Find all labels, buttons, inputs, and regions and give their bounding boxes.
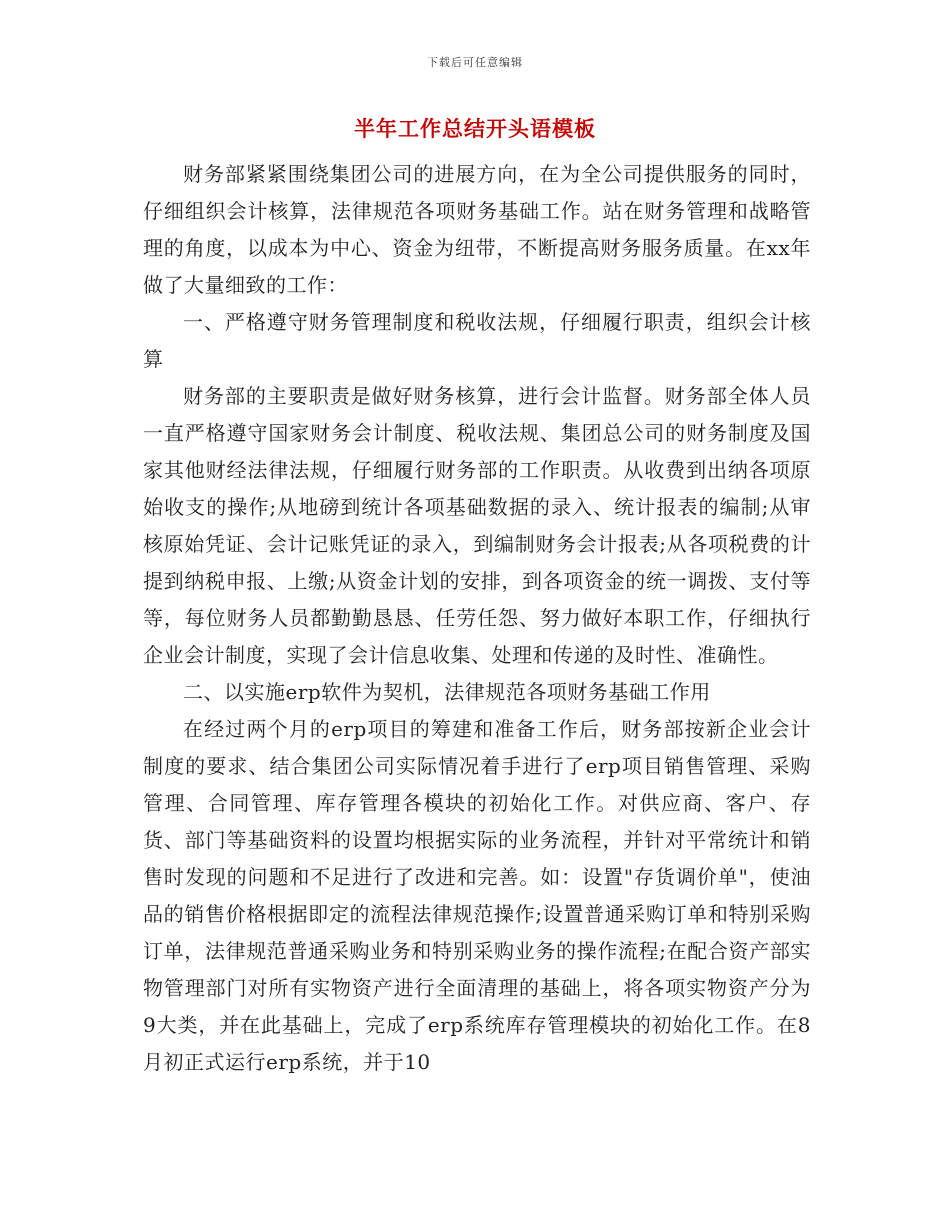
document-title: 半年工作总结开头语模板 — [354, 116, 596, 141]
section-heading-1: 一、严格遵守财务管理制度和税收法规，仔细履行职责，组织会计核算 — [143, 310, 811, 371]
paragraph-section-2: 在经过两个月的erp项目的筹建和准备工作后，财务部按新企业会计制度的要求、结合集团公司实际情况着手进行了erp项目销售管理、采购管理、合同管理、库存管理各模块的初始化工作。对供应商、客户、存货、部门等基础资料的设置均根据实际的业务流程，并针对平常统计和销售时发现的问题和不足进行了改进和完善。如：设置"存货调价单"，使油品的销售价格根据即定的流程法律规范操作;设置普通采购订单和特别采购订单，法律规范普通采购业务和特别采购业务的操作流程;在配合资产部实物管理部门对所有实物资产进行全面清理的基础上，将各项实物资产分为9大类，并在此基础上，完成了erp系统库存管理模块的初始化工作。在8月初正式运行erp系统，并于10 — [143, 717, 811, 1074]
paragraph-section-1: 财务部的主要职责是做好财务核算，进行会计监督。财务部全体人员一直严格遵守国家财务会计制度、税收法规、集团总公司的财务制度及国家其他财经法律法规，仔细履行财务部的工作职责。从收费到出纳各项原始收支的操作;从地磅到统计各项基础数据的录入、统计报表的编制;从审核原始凭证、会计记账凭证的录入，到编制财务会计报表;从各项税费的计提到纳税申报、上缴;从资金计划的安排，到各项资金的统一调拨、支付等等，每位财务人员都勤勤恳恳、任劳任怨、努力做好本职工作，仔细执行企业会计制度，实现了会计信息收集、处理和传递的及时性、准确性。 — [143, 384, 811, 667]
page-header-note: 下载后可任意编辑 — [427, 56, 523, 69]
document-body — [143, 156, 811, 1081]
section-heading-2: 二、以实施erp软件为契机，法律规范各项财务基础工作用 — [183, 680, 711, 704]
paragraph-intro: 财务部紧紧围绕集团公司的进展方向，在为全公司提供服务的同时，仔细组织会计核算，法律规范各项财务基础工作。站在财务管理和战略管理的角度，以成本为中心、资金为纽带，不断提高财务服务质量。在xx年做了大量细致的工作： — [143, 162, 811, 297]
